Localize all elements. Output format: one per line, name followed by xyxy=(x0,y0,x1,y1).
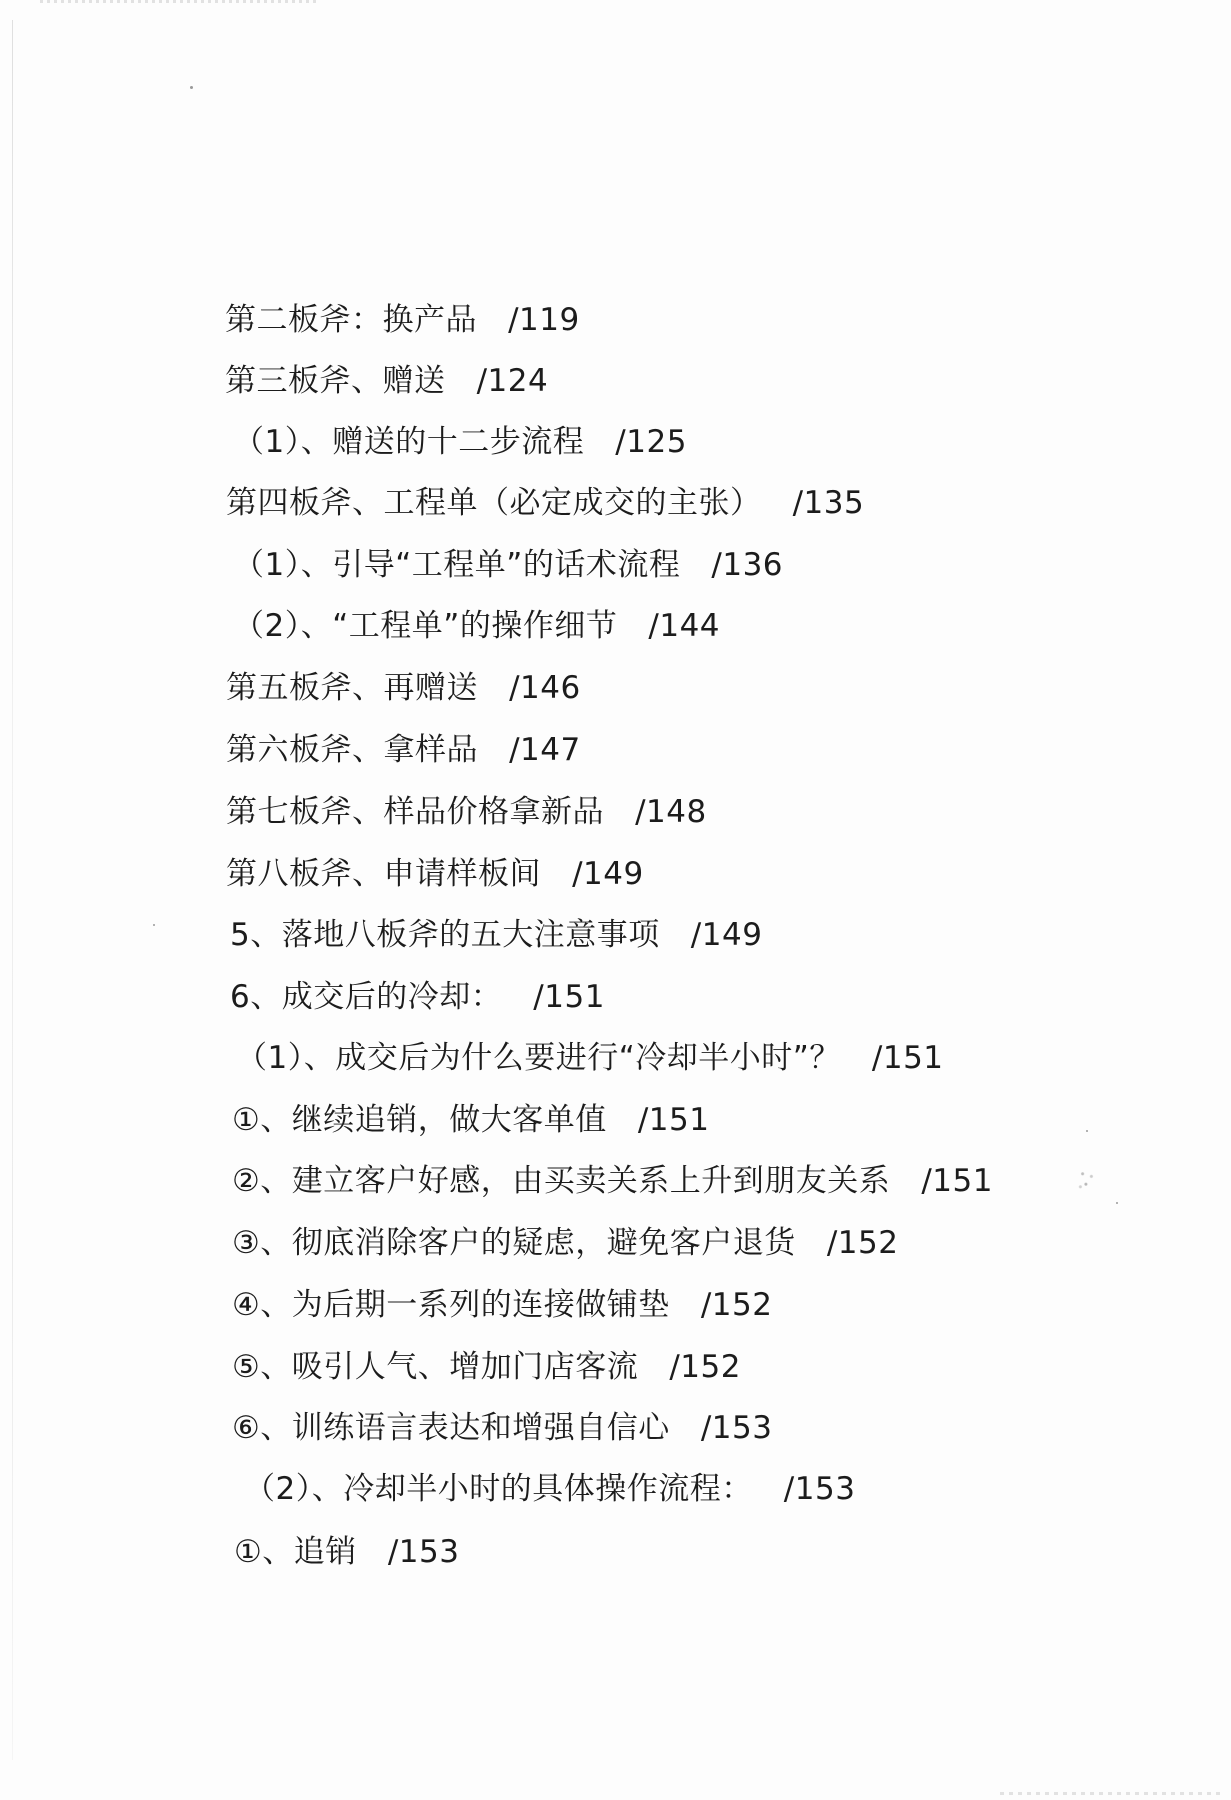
toc-entry xyxy=(236,1038,944,1078)
toc-entry-title: （2）、“工程单”的操作细节 xyxy=(233,608,618,644)
toc-entry-page: /146 xyxy=(509,670,581,706)
toc-entry-page: /136 xyxy=(711,547,784,583)
toc-entry-title: 第六板斧、拿样品 xyxy=(226,732,478,768)
toc-entry xyxy=(226,483,864,523)
toc-entry-title: ①、继续追销，做大客单值 xyxy=(232,1102,607,1138)
toc-entry-page: /149 xyxy=(572,856,644,892)
toc-entry-page: /149 xyxy=(690,917,763,953)
toc-entry-page: /152 xyxy=(669,1349,741,1385)
toc-entry xyxy=(233,422,687,462)
toc-entry-title: ⑤、吸引人气、增加门店客流 xyxy=(232,1349,639,1385)
toc-entry xyxy=(225,361,548,401)
toc-entry xyxy=(232,1408,772,1448)
toc-entry-page: /152 xyxy=(700,1287,773,1323)
toc-entry xyxy=(226,792,707,832)
toc-entry-title: ②、建立客户好感，由买卖关系上升到朋友关系 xyxy=(232,1163,891,1199)
toc-entry-title: 第七板斧、样品价格拿新品 xyxy=(226,794,604,830)
toc-entry xyxy=(233,606,720,646)
toc-entry xyxy=(234,1532,459,1572)
toc-entry-title: 第八板斧、申请样板间 xyxy=(226,856,541,892)
toc-entry-title: ⑥、训练语言表达和增强自信心 xyxy=(232,1410,670,1446)
toc-entry-page: /151 xyxy=(871,1040,944,1076)
toc-entry xyxy=(226,668,581,708)
toc-entry xyxy=(230,915,762,955)
toc-entry-page: /148 xyxy=(635,794,707,830)
toc-entry-page: /153 xyxy=(387,1534,460,1570)
toc-entry-title: 5、落地八板斧的五大注意事项 xyxy=(230,917,660,953)
toc-entry-page: /144 xyxy=(648,608,721,644)
toc-entry-title: ①、追销 xyxy=(234,1534,357,1570)
toc-entry-page: /124 xyxy=(476,363,549,399)
toc-entry-title: （1）、引导“工程单”的话术流程 xyxy=(233,547,681,583)
toc-entry-title: 第二板斧：换产品 xyxy=(225,302,477,338)
toc-entry xyxy=(232,1285,772,1325)
toc-entry xyxy=(244,1469,855,1509)
toc-entry-page: /119 xyxy=(508,302,580,338)
toc-entry-title: ③、彻底消除客户的疑虑，避免客户退货 xyxy=(232,1225,796,1261)
toc-entry-title: 6、成交后的冷却： xyxy=(230,979,503,1015)
toc-entry-page: /153 xyxy=(783,1471,856,1507)
toc-entry xyxy=(226,854,644,894)
toc-entry xyxy=(226,730,581,770)
toc-entry-page: /153 xyxy=(700,1410,773,1446)
toc-entry-page: /151 xyxy=(637,1102,710,1138)
toc-entry-title: （2）、冷却半小时的具体操作流程： xyxy=(244,1471,753,1507)
toc-entry xyxy=(232,1347,741,1387)
toc-entry-page: /151 xyxy=(921,1163,993,1199)
toc-entry xyxy=(232,1161,993,1201)
toc-entry-title: 第三板斧、赠送 xyxy=(225,363,446,399)
toc-entry xyxy=(232,1223,898,1263)
toc-entry-page: /125 xyxy=(615,424,687,460)
toc-entry-page: /152 xyxy=(826,1225,899,1261)
toc-entry-title: （1）、赠送的十二步流程 xyxy=(233,424,585,460)
toc-entry-page: /147 xyxy=(509,732,581,768)
toc-entry xyxy=(232,1100,709,1140)
toc-entry-title: 第四板斧、工程单（必定成交的主张） xyxy=(226,485,762,521)
toc-entry-page: /135 xyxy=(792,485,865,521)
toc-entry-title: ④、为后期一系列的连接做铺垫 xyxy=(232,1287,670,1323)
toc-entry-page: /151 xyxy=(533,979,605,1015)
toc-entry xyxy=(233,545,783,585)
toc-entry xyxy=(230,977,605,1017)
toc-entry-title: 第五板斧、再赠送 xyxy=(226,670,478,706)
toc-entry-title: （1）、成交后为什么要进行“冷却半小时”？ xyxy=(236,1040,841,1076)
toc-entry xyxy=(225,300,580,340)
